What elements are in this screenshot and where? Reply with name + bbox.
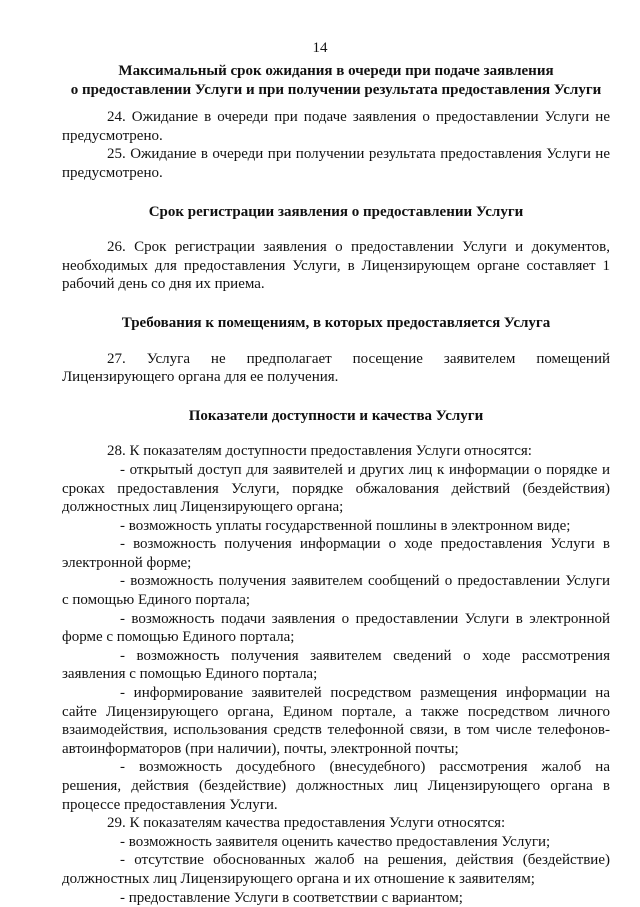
list-item: - информирование заявителей посредством размещения информации на сайте Лицензирующего органа, Едином портале, а также посредством личного взаимодействия, использования средств телефонной связи, в том числе телефонов-автоинформаторов (при наличии), почты, электронной почты; bbox=[62, 685, 610, 757]
list-item: - возможность получения заявителем сведений о ходе рассмотрения заявления с помощью Единого портала; bbox=[62, 647, 610, 683]
list-item: - возможность получения заявителем сообщений о предоставлении Услуги с помощью Единого портала; bbox=[62, 573, 610, 609]
list-item: - открытый доступ для заявителей и других лиц к информации о порядке и сроках предоставления Услуги, порядке обжалования действий (бездействия) должностных лиц Лицензирующего органа; bbox=[62, 461, 610, 516]
paragraph-25: 25. Ожидание в очереди при получении результата предоставления Услуги не предусмотрено. bbox=[62, 146, 610, 181]
section-heading-registration: Срок регистрации заявления о предоставлении Услуги bbox=[148, 203, 524, 220]
list-item: - возможность подачи заявления о предоставлении Услуги в электронной форме с помощью Единого портала; bbox=[62, 610, 610, 646]
paragraph-26: 26. Срок регистрации заявления о предоставлении Услуги и документов, необходимых для предоставления Услуги, в Лицензирующем органе составляет 1 рабочий день со дня их приема. bbox=[62, 239, 610, 293]
list-item: - предоставление Услуги в соответствии с вариантом; bbox=[120, 889, 463, 906]
paragraph-29-intro: 29. К показателям качества предоставления Услуги относятся: bbox=[107, 815, 506, 832]
list-item: - возможность досудебного (внесудебного) рассмотрения жалоб на решения, действия (бездействие) должностных лиц Лицензирующего органа в процессе предоставления Услуги. bbox=[62, 759, 610, 813]
heading-line: о предоставлении Услуги и при получении результата предоставления Услуги bbox=[70, 81, 602, 98]
list-item: - отсутствие обоснованных жалоб на решения, действия (бездействие) должностных лиц Лицензирующего органа и их отношение к заявителям; bbox=[62, 852, 610, 887]
list-item: - возможность получения информации о ходе предоставления Услуги в электронной форме; bbox=[62, 536, 610, 571]
section-heading-premises: Требования к помещениям, в которых предоставляется Услуга bbox=[121, 314, 551, 331]
paragraph-28-intro: 28. К показателям доступности предоставления Услуги относятся: bbox=[107, 443, 532, 460]
section-heading-indicators: Показатели доступности и качества Услуги bbox=[188, 407, 484, 424]
paragraph-27: 27. Услуга не предполагает посещение заявителем помещений Лицензирующего органа для ее получения. bbox=[62, 350, 610, 386]
list-item: - возможность заявителя оценить качество предоставления Услуги; bbox=[120, 833, 551, 850]
heading-line: Максимальный срок ожидания в очереди при подаче заявления bbox=[118, 63, 554, 79]
page-number: 14 bbox=[312, 40, 328, 56]
list-item: - возможность уплаты государственной пошлины в электронном виде; bbox=[120, 517, 571, 534]
document-body bbox=[62, 62, 610, 907]
section-heading-waiting-time bbox=[62, 62, 610, 99]
paragraph-24: 24. Ожидание в очереди при подаче заявления о предоставлении Услуги не предусмотрено. bbox=[62, 109, 610, 144]
